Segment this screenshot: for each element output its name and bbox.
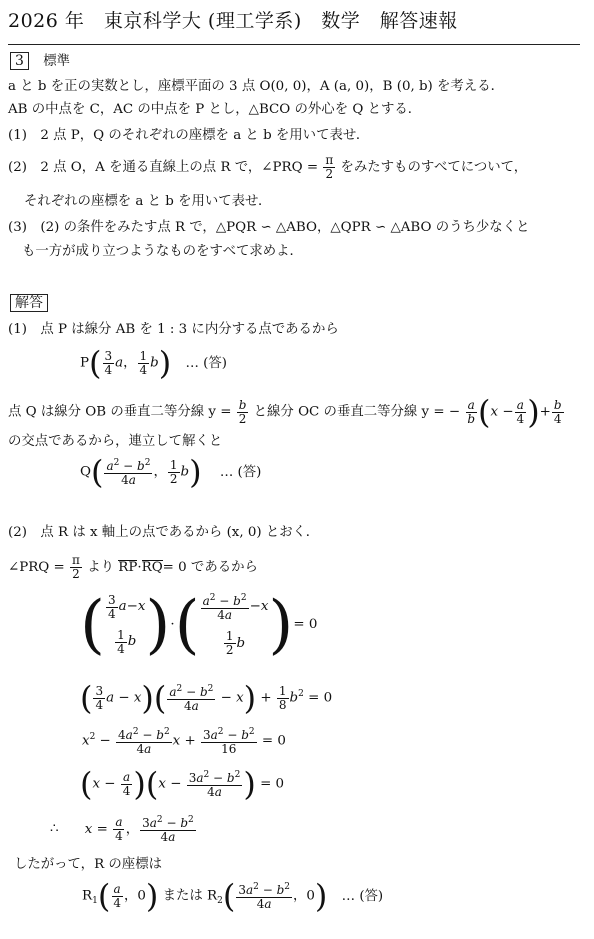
question-1: (1) 2 点 P，Q のそれぞれの座標を a と b を用いて表せ．	[8, 128, 370, 143]
problem-line-2: AB の中点を C，AC の中点を P とし，△BCO の外心を Q とする．	[8, 102, 422, 117]
hence-line: したがって，R の座標は	[14, 857, 162, 872]
solution-x: ∴ x = $\frac{a}{4}$ ， $\frac{3a^2 - b^2}{4a}$	[50, 814, 194, 844]
question-2: (2) 2 点 O，A を通る直線上の点 R で，∠PRQ = $\frac{\pi}{2}$ をみたすものすべてについて，	[8, 153, 528, 181]
page-title: 2026 年 東京科学大 (理工学系) 数学 解答速報	[8, 10, 458, 32]
problem-number: 3	[10, 52, 29, 70]
point-p-result: P( $\frac{3}{4}$ a， $\frac{1}{4}$ b) … (答)	[80, 344, 227, 382]
question-3-cont: も一方が成り立つようなものをすべて求めよ．	[22, 244, 303, 259]
answer-1-intro: (1) 点 P は線分 AB を 1 : 3 に内分する点であるから	[8, 322, 339, 337]
q-derivation-cont: の交点であるから，連立して解くと	[8, 434, 223, 449]
answer-label: 解答	[10, 294, 48, 313]
equation-expanded: ( $\frac{3}{4}$ a − x)( $\frac{a^2 - b^2}{4a}$ − x) + $\frac{1}{8}$ $b^2 = 0$	[80, 679, 333, 717]
question-3: (3) (2) の条件をみたす点 R で，△PQR ∽ △ABO，△QPR ∽ △ABO のうち少なくと	[8, 220, 530, 235]
problem-line-1: a と b を正の実数とし，座標平面の 3 点 O(0, 0)，A (a, 0)，B (0, b) を考える．	[8, 79, 504, 94]
point-r-result: $R_1$( $\frac{a}{4}$ ，0) または $R_2$( $\frac{3a^2 - b^2}{4a}$ ，0) … (答)	[82, 877, 384, 915]
equation-factored: (x − $\frac{a}{4}$ )(x − $\frac{3a^2 - b^2}{4a}$ ) = 0	[80, 765, 285, 803]
question-2-cont: それぞれの座標を a と b を用いて表せ．	[24, 194, 272, 209]
problem-header	[10, 52, 70, 71]
fraction-pi-over-2: $\frac{\pi}{2}$	[325, 153, 334, 181]
angle-condition: ∠PRQ = $\frac{\pi}{2}$ より RP·RQ= 0 であるから	[8, 553, 258, 581]
difficulty-label: 標準	[43, 54, 70, 69]
equation-quadratic: $x^2$ − $\frac{4a^2 - b^2}{4a}$ x + $\frac{3a^2 - b^2}{16}$ = 0	[82, 727, 286, 756]
dot-product-vectors: ( 3 4 a − x 1 4 b ) · ( $a^2 - b^2$ 4a − x 1 2 b ) = 0	[80, 587, 318, 662]
point-q-result: Q( $\frac{a^2 - b^2}{4a}$ ， $\frac{1}{2}$ b) … (答)	[80, 453, 262, 491]
q-derivation: 点 Q は線分 OB の垂直二等分線 y = $\frac{b}{2}$ と線分 OC の垂直二等分線 y = − $\frac{a}{b}$ (x − $\frac{a}{4}$ )+ $\frac{b}{4}$	[8, 393, 562, 431]
answer-2-intro: (2) 点 R は x 軸上の点であるから (x, 0) とおく．	[8, 525, 320, 540]
title-rule	[8, 44, 580, 45]
